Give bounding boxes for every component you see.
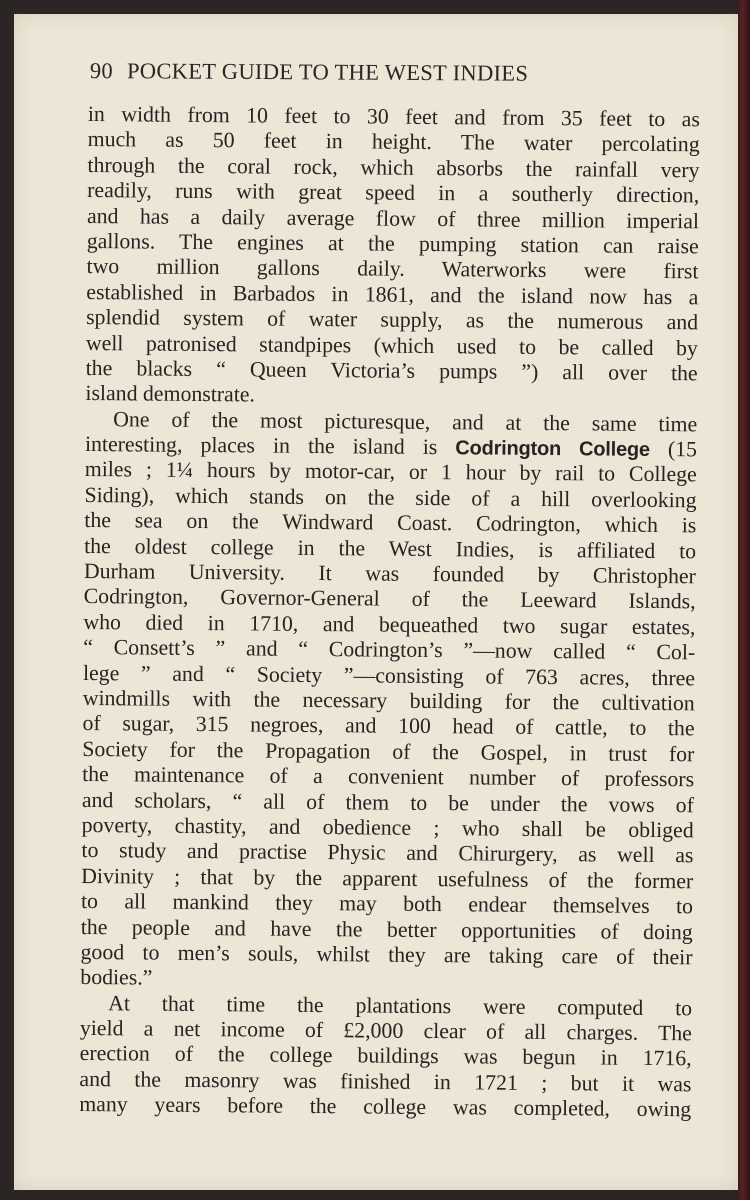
text-line: the blacks “ Queen Victoria’s pumps ”) all over the (85, 355, 698, 386)
text-line: lege ” and “ Society ”—consisting of 763 acres, three (82, 660, 696, 690)
text-line: island demonstrate. (85, 381, 256, 407)
text-line: and scholars, “ all of them to be under the vows of (81, 787, 694, 817)
text-line: the people and have the better opportunities of doing (80, 914, 693, 944)
text-line: to study and practise Physic and Chirurgery, as well as (81, 838, 694, 868)
text-line: two million gallons daily. Waterworks were first (86, 254, 699, 284)
text-line: Codrington, Governor-General of the Leeward Islands, (83, 584, 696, 614)
paragraph-2 (80, 407, 697, 996)
text-line: established in Barbados in 1861, and the island now has a (86, 279, 699, 310)
text-line: Durham University. It was founded by Christopher (83, 559, 696, 589)
text-line: “ Consett’s ” and “ Codrington’s ”—now called “ Col- (83, 635, 696, 665)
body-text (79, 102, 700, 1123)
codrington-college-name: Codrington College (455, 437, 650, 461)
running-header (90, 58, 690, 96)
book-spine (738, 0, 750, 1200)
text-line: and the masonry was finished in 1721 ; but it was (79, 1066, 692, 1097)
text-line: and has a daily average flow of three million imperial (86, 203, 700, 233)
text-line: yield a net income of £2,000 clear of all charges. The (79, 1016, 693, 1046)
text-line: much as 50 feet in height. The water percolating (87, 127, 700, 157)
text-line: of sugar, 315 negroes, and 100 head of cattle, to the (82, 711, 695, 741)
text-line: splendid system of water supply, as the numerous and (86, 305, 699, 335)
text-line: many years before the college was completed, owing (79, 1092, 692, 1122)
text-line: well patronised standpipes (which used to be called by (85, 330, 698, 360)
text-line: the oldest college in the West Indies, is affiliated to (84, 533, 697, 563)
text-line: windmills with the necessary building for the cultivation (82, 685, 695, 716)
text-line: erection of the college buildings was begun in 1716, (79, 1041, 692, 1071)
text-line: miles ; 1¼ hours by motor-car, or 1 hour by rail to College (84, 457, 697, 487)
text-line: through the coral rock, which absorbs the rainfall very (87, 152, 700, 183)
text-run: (15 (649, 436, 698, 462)
text-line: Siding), which stands on the side of a hill overlooking (84, 482, 697, 513)
page-number: 90 (89, 58, 114, 84)
text-line: the maintenance of a convenient number of professors (82, 762, 695, 792)
paragraph-3 (79, 991, 692, 1123)
running-title: POCKET GUIDE TO THE WEST INDIES (126, 58, 529, 86)
text-line: good to men’s souls, whilst they are taking care of their (80, 939, 693, 970)
text-line: Society for the Propagation of the Gospel, in trust for (82, 736, 695, 767)
paragraph-1 (85, 102, 700, 412)
text-line: At that time the plantations were computed to (108, 990, 693, 1020)
text-line: poverty, chastity, and obedience ; who shall be obliged (81, 812, 694, 843)
text-line: the sea on the Windward Coast. Codrington, which is (84, 508, 697, 538)
text-run: interesting, places in the island is (84, 432, 456, 460)
text-line: in width from 10 feet to 30 feet and from 35 feet to as (87, 102, 700, 132)
text-line: One of the most picturesque, and at the same time (113, 406, 698, 437)
text-line: Divinity ; that by the apparent usefulness of the former (81, 863, 694, 894)
text-line: readily, runs with great speed in a southerly direction, (87, 178, 700, 208)
text-line: gallons. The engines at the pumping station can raise (86, 228, 699, 259)
text-line: bodies.” (80, 965, 153, 990)
text-line: to all mankind they may both endear themselves to (80, 889, 694, 919)
text-line: who died in 1710, and bequeathed two sugar estates, (83, 609, 696, 640)
